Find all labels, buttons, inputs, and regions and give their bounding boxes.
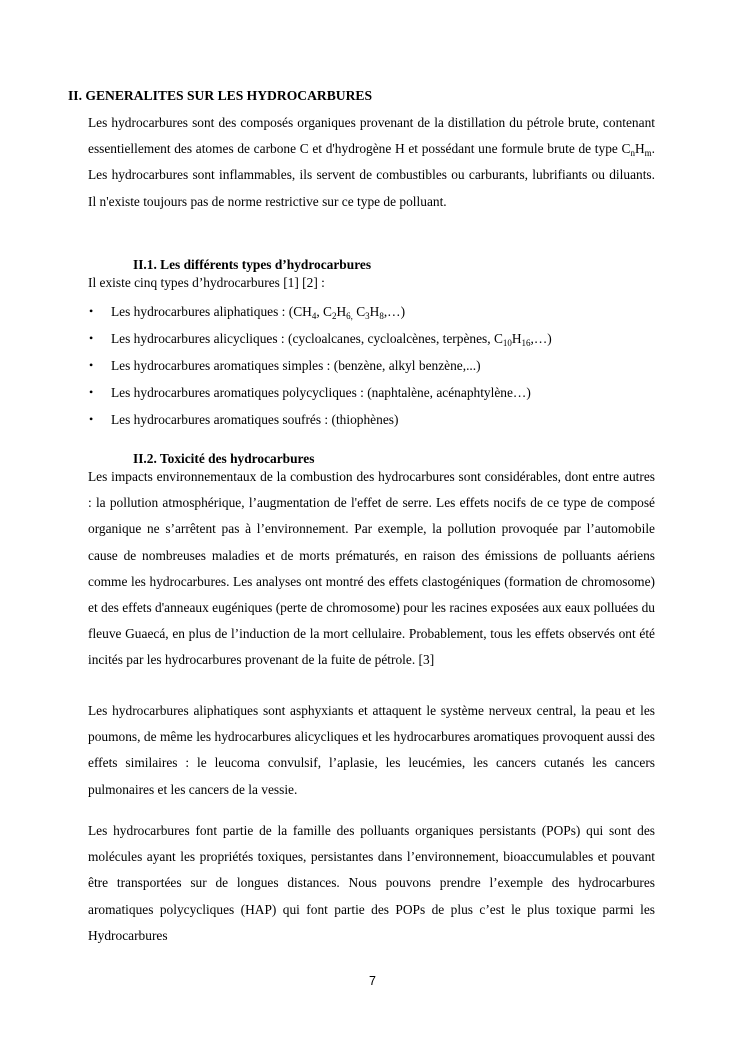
bullet-icon: • (89, 331, 94, 345)
page-number: 7 (369, 974, 376, 988)
section-title: II. GENERALITES SUR LES HYDROCARBURES (68, 88, 373, 103)
toxicity-paragraph-3: Les hydrocarbures font partie de la famille des polluants organiques persistants (POPs) qui sont des molécules ayant les propriétés toxiques, persistantes dans l’environnement, bioaccumulables et pouvant être transportées sur de longues distances. Nous pouvons prendre l’exemple des hydrocarbures aromatiques polycycliques (HAP) qui font partie des POPs de plus c’est le plus toxique parmi les Hydrocarbures (88, 823, 655, 943)
subsection-title-types: II.1. Les différents types d’hydrocarbures (133, 257, 372, 272)
intro-text-2: . Les hydrocarbures sont inflammables, ils servent de combustibles ou carburants, lubrifiants ou diluants. Il n'existe toujours pas de norme restrictive sur ce type de polluant. (88, 141, 655, 209)
list-item: • Les hydrocarbures aromatiques polycycliques : (naphtalène, acénaphtylène…) (88, 379, 552, 406)
formula-sub-n: n (630, 148, 635, 159)
intro-paragraph (88, 110, 655, 215)
list-item: • Les hydrocarbures aliphatiques : ($CH_4$, $C_2H_{6,}$ $C_3H_8,\dots$) (88, 298, 552, 325)
list-item: • Les hydrocarbures aromatiques soufrés : (thiophènes) (88, 406, 552, 433)
formula-sub-m: m (644, 148, 652, 159)
formula-h: H (634, 141, 645, 157)
bullet-icon: • (89, 385, 94, 399)
toxicity-paragraph-2: Les hydrocarbures aliphatiques sont asphyxiants et attaquent le système nerveux central, la peau et les poumons, de même les hydrocarbures alicycliques et les hydrocarbures aromatiques provoquent aussi des effets similaires : le leucoma convulsif, l’aplasie, les leucémies, les cancers cutanés les cancers pulmonaires et les cancers de la vessie. (88, 703, 655, 797)
types-list (88, 298, 552, 433)
bullet-icon: • (89, 358, 94, 372)
toxicity-paragraph-1: Les impacts environnementaux de la combustion des hydrocarbures sont considérables, dont entre autres : la pollution atmosphérique, l’augmentation de l'effet de serre. Les effets nocifs de ce type de composé organique ne s’arrêtent pas à l’environnement. Par exemple, la pollution provoquée par l’automobile cause de nombreuses maladies et de morts prématurés, en raison des émissions de polluants aériens comme les hydrocarbures. Les analyses ont montré des effets clastogéniques (formation de chromosome) et des effets d'anneaux eugéniques (perte de chromosome) pour les racines exposées aux eaux polluées du fleuve Guaecá, en plus de l’induction de la mort cellulaire. Probablement, tous les effets observés ont été incités par les hydrocarbures provenant de la fuite de pétrole. [3] (88, 469, 655, 668)
list-item: • Les hydrocarbures aromatiques simples : (benzène, alkyl benzène,...) (88, 352, 552, 379)
list-item: • Les hydrocarbures alicycliques : (cycloalcanes, cycloalcènes, terpènes, $C_{10}H_{16},\dots$) (88, 325, 552, 352)
types-lead: Il existe cinq types d’hydrocarbures [1] [2] : (88, 275, 325, 290)
intro-text-1: Les hydrocarbures sont des composés organiques provenant de la distillation du pétrole brute, contenant essentiellement des atomes de carbone C et d'hydrogène H et possédant une formule brute de type C (88, 115, 655, 157)
bullet-icon: • (89, 304, 94, 318)
bullet-icon: • (89, 412, 94, 426)
subsection-title-toxicity: II.2. Toxicité des hydrocarbures (133, 451, 315, 466)
